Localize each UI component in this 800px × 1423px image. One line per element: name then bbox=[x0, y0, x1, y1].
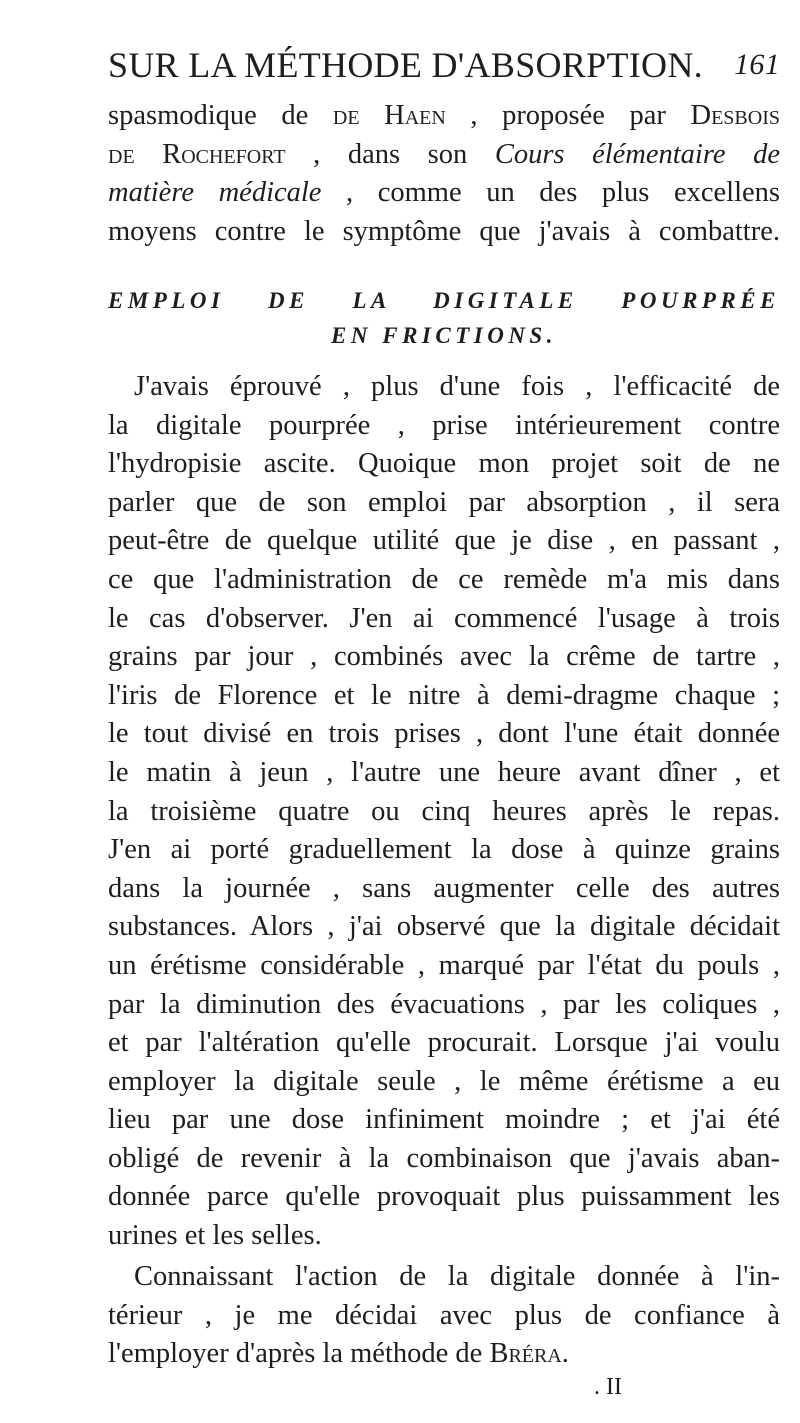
text-line: le matin à jeun , l'autre une heure avant dîner , et bbox=[108, 756, 780, 788]
text-line: térieur , je me décidai avec plus de confiance à bbox=[108, 1299, 780, 1331]
text-line: de Rochefort , dans son Cours élémentaire de bbox=[108, 138, 780, 170]
text-line: le cas d'observer. J'en ai commencé l'usage à trois bbox=[108, 602, 780, 634]
text-line: un érétisme considérable , marqué par l'état du pouls , bbox=[108, 949, 780, 981]
heading-line-1: EMPLOI DE LA DIGITALE POURPRÉE bbox=[108, 288, 780, 313]
text-line: l'hydropisie ascite. Quoique mon projet soit de ne bbox=[108, 448, 780, 480]
text-line: dans la journée , sans augmenter celle des autres bbox=[108, 872, 780, 904]
running-title: SUR LA MÉTHODE D'ABSORPTION. bbox=[108, 45, 703, 85]
text-line: lieu par une dose infiniment moindre ; et j'ai été bbox=[108, 1104, 780, 1136]
text-line: ce que l'administration de ce remède m'a mis dans bbox=[108, 563, 780, 595]
text-line: peut-être de quelque utilité que je dise , en passant , bbox=[108, 525, 780, 557]
text-line: la troisième quatre ou cinq heures après le repas. bbox=[108, 795, 780, 827]
text-line: Connaissant l'action de la digitale donnée à l'in- bbox=[134, 1261, 780, 1292]
page-header bbox=[108, 44, 780, 94]
text-line: parler que de son emploi par absorption , il sera bbox=[108, 486, 780, 518]
text-line: substances. Alors , j'ai observé que la digitale décidait bbox=[108, 911, 780, 943]
paragraph-brera-method bbox=[108, 1258, 780, 1374]
paragraph-digitalis-usage bbox=[108, 368, 780, 1256]
text-line: employer la digitale seule , le même érétisme a eu bbox=[108, 1065, 780, 1097]
text-line: grains par jour , combinés avec la crême de tartre , bbox=[108, 641, 780, 673]
text-line: donnée parce qu'elle provoquait plus puissamment les bbox=[108, 1181, 780, 1213]
text-line: urines et les selles. bbox=[108, 1220, 322, 1252]
text-line: J'avais éprouvé , plus d'une fois , l'efficacité de bbox=[134, 371, 780, 402]
intro-paragraph bbox=[108, 97, 780, 251]
section-heading bbox=[108, 283, 780, 353]
text-line: et par l'altération qu'elle procurait. Lorsque j'ai voulu bbox=[108, 1027, 780, 1059]
text-line: obligé de revenir à la combinaison que j'avais aban- bbox=[108, 1142, 780, 1174]
text-line: le tout divisé en trois prises , dont l'une était donnée bbox=[108, 718, 780, 750]
signature-mark: . II bbox=[594, 1374, 622, 1400]
heading-line-2: EN FRICTIONS. bbox=[331, 323, 557, 348]
page-number: 161 bbox=[734, 48, 780, 81]
text-line: par la diminution des évacuations , par les coliques , bbox=[108, 988, 780, 1020]
text-line: spasmodique de de Haen , proposée par Desbois bbox=[108, 100, 780, 131]
text-line: J'en ai porté graduellement la dose à quinze grains bbox=[108, 834, 780, 866]
text-line: la digitale pourprée , prise intérieurement contre bbox=[108, 409, 780, 441]
text-line: l'employer d'après la méthode de Bréra. bbox=[108, 1338, 569, 1370]
text-line: matière médicale , comme un des plus excellens bbox=[108, 177, 780, 209]
text-line: l'iris de Florence et le nitre à demi-dragme chaque ; bbox=[108, 679, 780, 711]
text-line: moyens contre le symptôme que j'avais à combattre. bbox=[108, 215, 780, 247]
